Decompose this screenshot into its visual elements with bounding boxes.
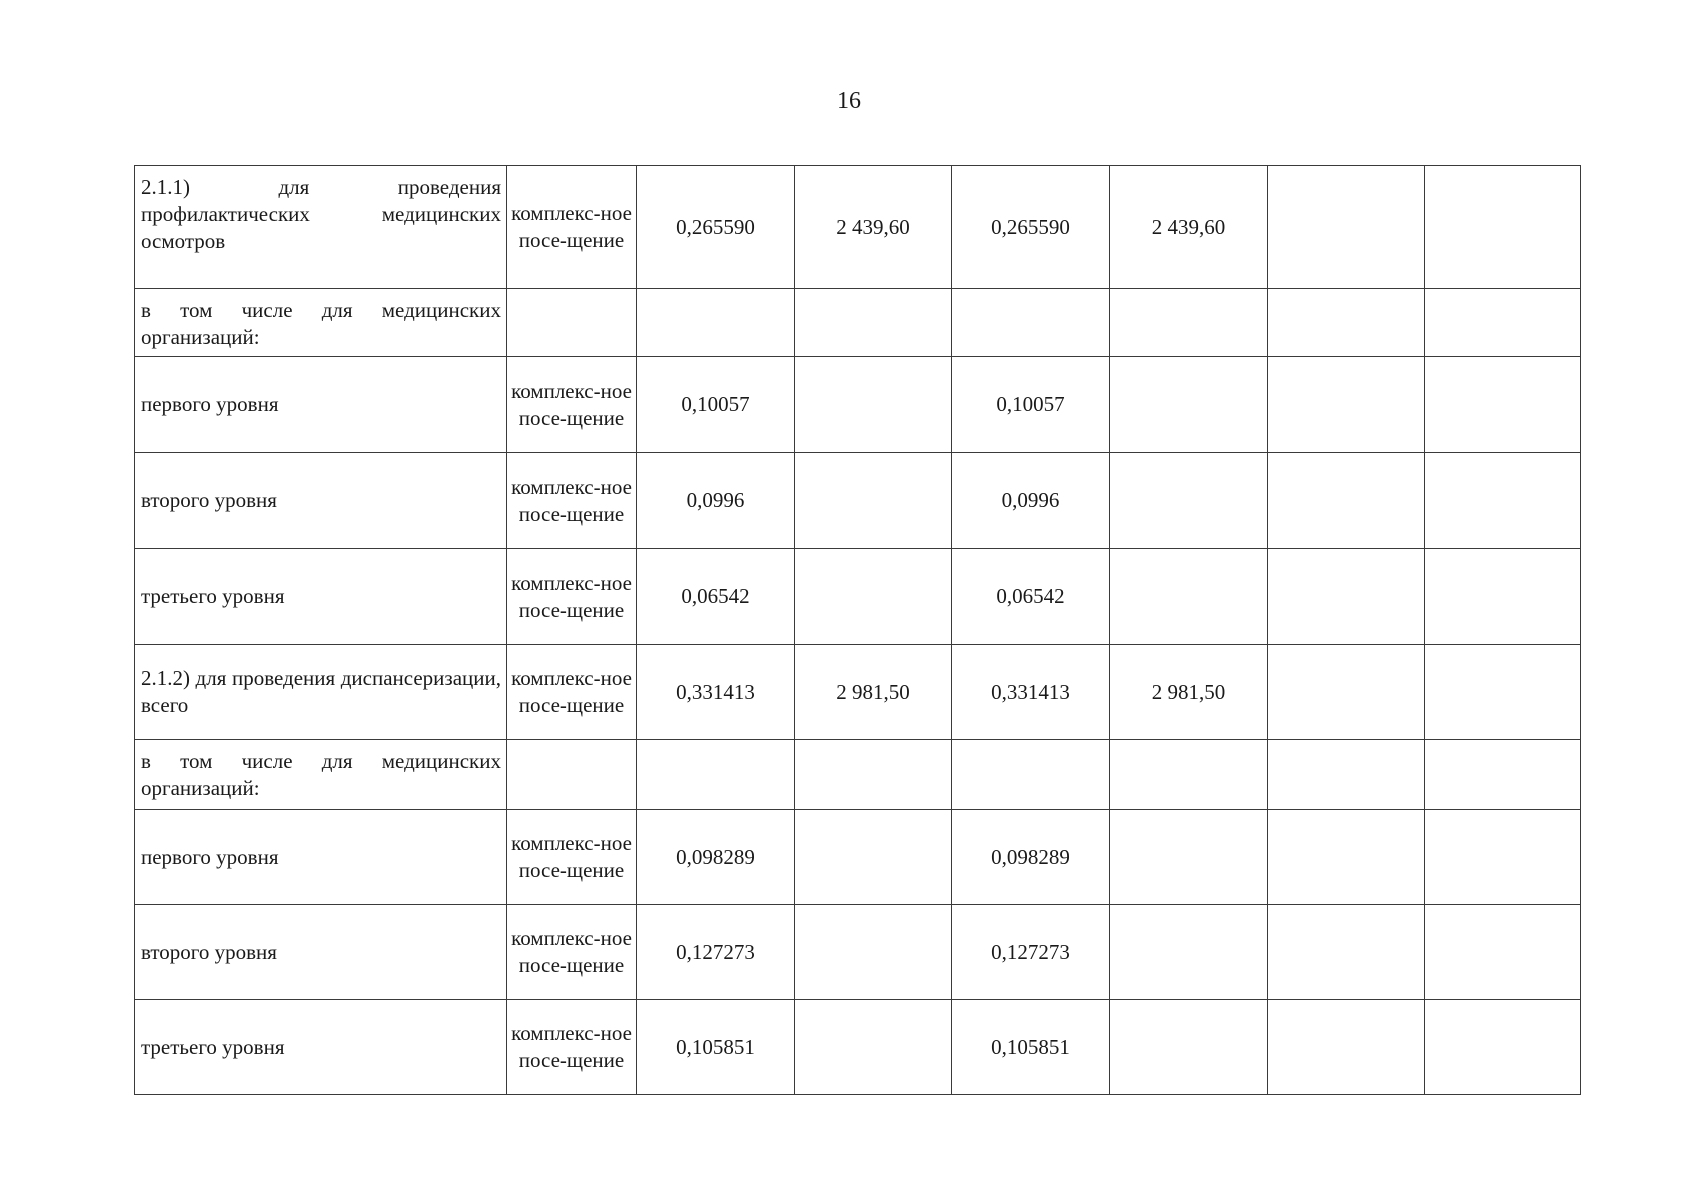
value-cell (1268, 289, 1425, 357)
page-number: 16 (837, 88, 861, 114)
value-cell (1425, 289, 1581, 357)
value-cell (795, 289, 952, 357)
value-cell: 0,331413 (637, 645, 795, 740)
table-row (135, 357, 1581, 453)
table-row (135, 905, 1581, 1000)
unit-cell: комплекс-ное посе-щение (507, 166, 637, 289)
row-description: первого уровня (135, 810, 507, 905)
value-cell (1425, 810, 1581, 905)
value-cell: 0,127273 (637, 905, 795, 1000)
unit-cell (507, 740, 637, 810)
value-cell (637, 289, 795, 357)
value-cell (1110, 740, 1268, 810)
value-cell: 0,105851 (637, 1000, 795, 1095)
unit-cell: комплекс-ное посе-щение (507, 645, 637, 740)
value-cell: 2 439,60 (795, 166, 952, 289)
value-cell (795, 905, 952, 1000)
unit-cell: комплекс-ное посе-щение (507, 453, 637, 549)
value-cell (952, 740, 1110, 810)
value-cell (795, 549, 952, 645)
value-cell (1268, 645, 1425, 740)
value-cell (1268, 740, 1425, 810)
value-cell (1268, 453, 1425, 549)
value-cell: 0,06542 (637, 549, 795, 645)
value-cell (795, 453, 952, 549)
unit-cell (507, 289, 637, 357)
value-cell: 0,10057 (952, 357, 1110, 453)
value-cell (1268, 357, 1425, 453)
table-row (135, 645, 1581, 740)
table-row (135, 453, 1581, 549)
value-cell (1425, 740, 1581, 810)
value-cell (1110, 905, 1268, 1000)
value-cell: 0,105851 (952, 1000, 1110, 1095)
value-cell: 2 981,50 (795, 645, 952, 740)
unit-cell: комплекс-ное посе-щение (507, 810, 637, 905)
table-row (135, 740, 1581, 810)
value-cell (1425, 1000, 1581, 1095)
value-cell: 2 439,60 (1110, 166, 1268, 289)
value-cell (1268, 810, 1425, 905)
value-cell: 2 981,50 (1110, 645, 1268, 740)
value-cell: 0,10057 (637, 357, 795, 453)
row-description: второго уровня (135, 453, 507, 549)
row-description: в том числе для медицинских организаций: (135, 289, 507, 357)
value-cell (1110, 357, 1268, 453)
row-description: 2.1.2) для проведения диспансеризации, всего (135, 645, 507, 740)
value-cell (637, 740, 795, 810)
table-row (135, 289, 1581, 357)
unit-cell: комплекс-ное посе-щение (507, 549, 637, 645)
value-cell: 0,331413 (952, 645, 1110, 740)
row-description: первого уровня (135, 357, 507, 453)
value-cell (1110, 1000, 1268, 1095)
value-cell (1268, 166, 1425, 289)
value-cell (1425, 453, 1581, 549)
value-cell (1110, 810, 1268, 905)
table-row (135, 166, 1581, 289)
value-cell (1425, 166, 1581, 289)
value-cell: 0,265590 (637, 166, 795, 289)
table-row (135, 1000, 1581, 1095)
value-cell (795, 1000, 952, 1095)
row-description: третьего уровня (135, 1000, 507, 1095)
value-cell (1110, 289, 1268, 357)
value-cell (1110, 549, 1268, 645)
value-cell (795, 357, 952, 453)
value-cell (1268, 1000, 1425, 1095)
value-cell: 0,098289 (952, 810, 1110, 905)
unit-cell: комплекс-ное посе-щение (507, 905, 637, 1000)
table-row (135, 810, 1581, 905)
value-cell: 0,127273 (952, 905, 1110, 1000)
value-cell (1425, 645, 1581, 740)
value-cell (1425, 357, 1581, 453)
data-table (134, 165, 1581, 1095)
value-cell: 0,265590 (952, 166, 1110, 289)
value-cell (1425, 905, 1581, 1000)
value-cell: 0,06542 (952, 549, 1110, 645)
unit-cell: комплекс-ное посе-щение (507, 357, 637, 453)
table-row (135, 549, 1581, 645)
value-cell (795, 810, 952, 905)
value-cell: 0,0996 (637, 453, 795, 549)
row-description: 2.1.1) для проведения профилактических медицинских осмотров (135, 166, 507, 289)
value-cell (952, 289, 1110, 357)
unit-cell: комплекс-ное посе-щение (507, 1000, 637, 1095)
value-cell (1110, 453, 1268, 549)
value-cell (1268, 905, 1425, 1000)
value-cell: 0,0996 (952, 453, 1110, 549)
value-cell (1268, 549, 1425, 645)
value-cell (795, 740, 952, 810)
row-description: третьего уровня (135, 549, 507, 645)
row-description: в том числе для медицинских организаций: (135, 740, 507, 810)
value-cell: 0,098289 (637, 810, 795, 905)
row-description: второго уровня (135, 905, 507, 1000)
value-cell (1425, 549, 1581, 645)
